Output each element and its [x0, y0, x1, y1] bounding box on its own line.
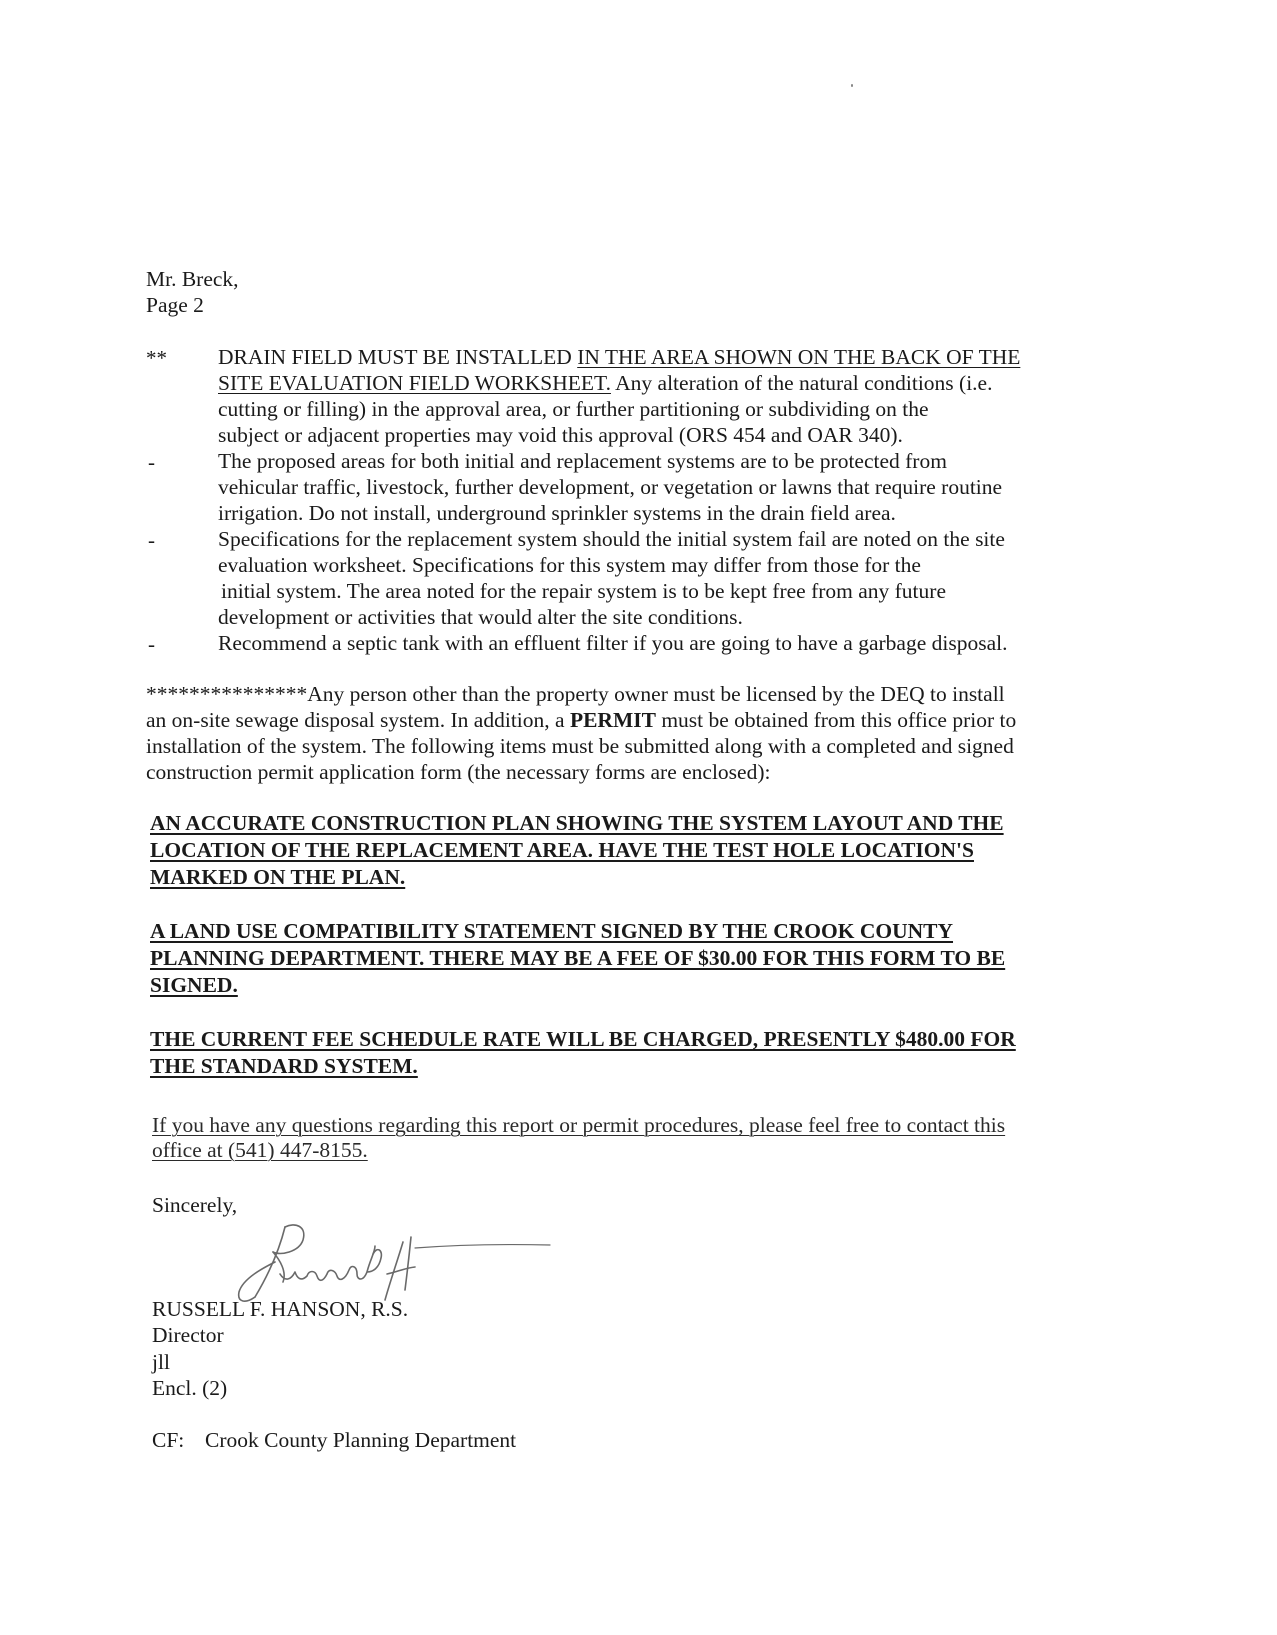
- list-item-line: [218, 552, 921, 578]
- text-run: DRAIN FIELD MUST BE INSTALLED: [218, 345, 578, 369]
- list-item-line: [218, 630, 1007, 656]
- text-run: initial system. The area noted for the repair system is to be kept free from any future: [221, 579, 946, 603]
- requirement-line: LOCATION OF THE REPLACEMENT AREA. HAVE THE TEST HOLE LOCATION'S: [150, 838, 974, 862]
- list-item-line: [218, 422, 903, 448]
- scan-speck: [851, 84, 853, 87]
- enclosures: Encl. (2): [152, 1376, 228, 1400]
- salutation: Sincerely,: [152, 1193, 238, 1217]
- list-item-line: [218, 448, 947, 474]
- page-number: Page 2: [146, 293, 204, 317]
- signer-title: Director: [152, 1323, 224, 1347]
- requirement-line: SIGNED.: [150, 973, 238, 997]
- text-run: Specifications for the replacement system should the initial system fail are noted on the site: [218, 527, 1005, 551]
- list-marker: -: [148, 450, 155, 474]
- list-item-line: [218, 604, 743, 630]
- text-run: cutting or filling) in the approval area, or further partitioning or subdividing on the: [218, 397, 929, 421]
- text-run: IN THE AREA SHOWN ON THE BACK OF THE: [577, 345, 1021, 369]
- list-item-line: [218, 396, 929, 422]
- list-marker: **: [146, 346, 167, 370]
- text-run: The proposed areas for both initial and replacement systems are to be protected from: [218, 449, 947, 473]
- list-item-line: [218, 370, 992, 396]
- requirement-line: MARKED ON THE PLAN.: [150, 865, 406, 889]
- recipient-line: Mr. Breck,: [146, 267, 239, 291]
- contact-line: If you have any questions regarding this report or permit procedures, please feel free to contact this: [152, 1113, 1006, 1137]
- notice-line: [146, 681, 1005, 707]
- text-run: evaluation worksheet. Specifications for this system may differ from those for the: [218, 553, 921, 577]
- list-item-line: [221, 578, 946, 604]
- typist-initials: jll: [152, 1350, 170, 1374]
- text-run: construction permit application form (the necessary forms are enclosed):: [146, 760, 771, 784]
- text-run: Recommend a septic tank with an effluent filter if you are going to have a garbage disposal.: [218, 631, 1008, 655]
- permit-emphasis: PERMIT: [569, 708, 656, 732]
- text-run: Any alteration of the natural conditions (i.e.: [610, 371, 993, 395]
- list-marker: -: [148, 632, 155, 656]
- list-item-line: [218, 474, 1002, 500]
- requirement-line: THE CURRENT FEE SCHEDULE RATE WILL BE CHARGED, PRESENTLY $480.00 FOR: [150, 1027, 1016, 1051]
- list-item-line: [218, 526, 1005, 552]
- list-item-line: [218, 500, 896, 526]
- requirement-line: A LAND USE COMPATIBILITY STATEMENT SIGNED BY THE CROOK COUNTY: [150, 919, 954, 943]
- requirement-line: AN ACCURATE CONSTRUCTION PLAN SHOWING THE SYSTEM LAYOUT AND THE: [150, 811, 1004, 835]
- text-run: subject or adjacent properties may void this approval (ORS 454 and OAR 340).: [218, 423, 903, 447]
- text-run: ***************Any person other than the property owner must be licensed by the DEQ to install: [146, 682, 1005, 706]
- text-run: an on-site sewage disposal system. In addition, a: [146, 708, 570, 732]
- list-item-line: [218, 344, 1020, 370]
- requirement-line: THE STANDARD SYSTEM.: [150, 1054, 418, 1078]
- notice-line: [146, 733, 1014, 759]
- text-run: installation of the system. The following items must be submitted along with a completed and signed: [146, 734, 1014, 758]
- notice-line: [146, 759, 770, 785]
- signer-name: RUSSELL F. HANSON, R.S.: [152, 1297, 409, 1321]
- notice-line: [146, 707, 1016, 733]
- text-run: development or activities that would alter the site conditions.: [218, 605, 743, 629]
- cf-line: [152, 1427, 516, 1453]
- contact-line: office at (541) 447-8155.: [152, 1138, 368, 1162]
- cf-recipient: Crook County Planning Department: [205, 1428, 517, 1452]
- text-run: SITE EVALUATION FIELD WORKSHEET.: [218, 371, 611, 395]
- text-run: must be obtained from this office prior to: [655, 708, 1017, 732]
- requirement-line: PLANNING DEPARTMENT. THERE MAY BE A FEE OF $30.00 FOR THIS FORM TO BE: [150, 946, 1006, 970]
- list-marker: -: [148, 528, 155, 552]
- text-run: vehicular traffic, livestock, further development, or vegetation or lawns that require routine: [218, 475, 1003, 499]
- text-run: irrigation. Do not install, underground sprinkler systems in the drain field area.: [218, 501, 896, 525]
- cf-label: CF:: [152, 1428, 185, 1452]
